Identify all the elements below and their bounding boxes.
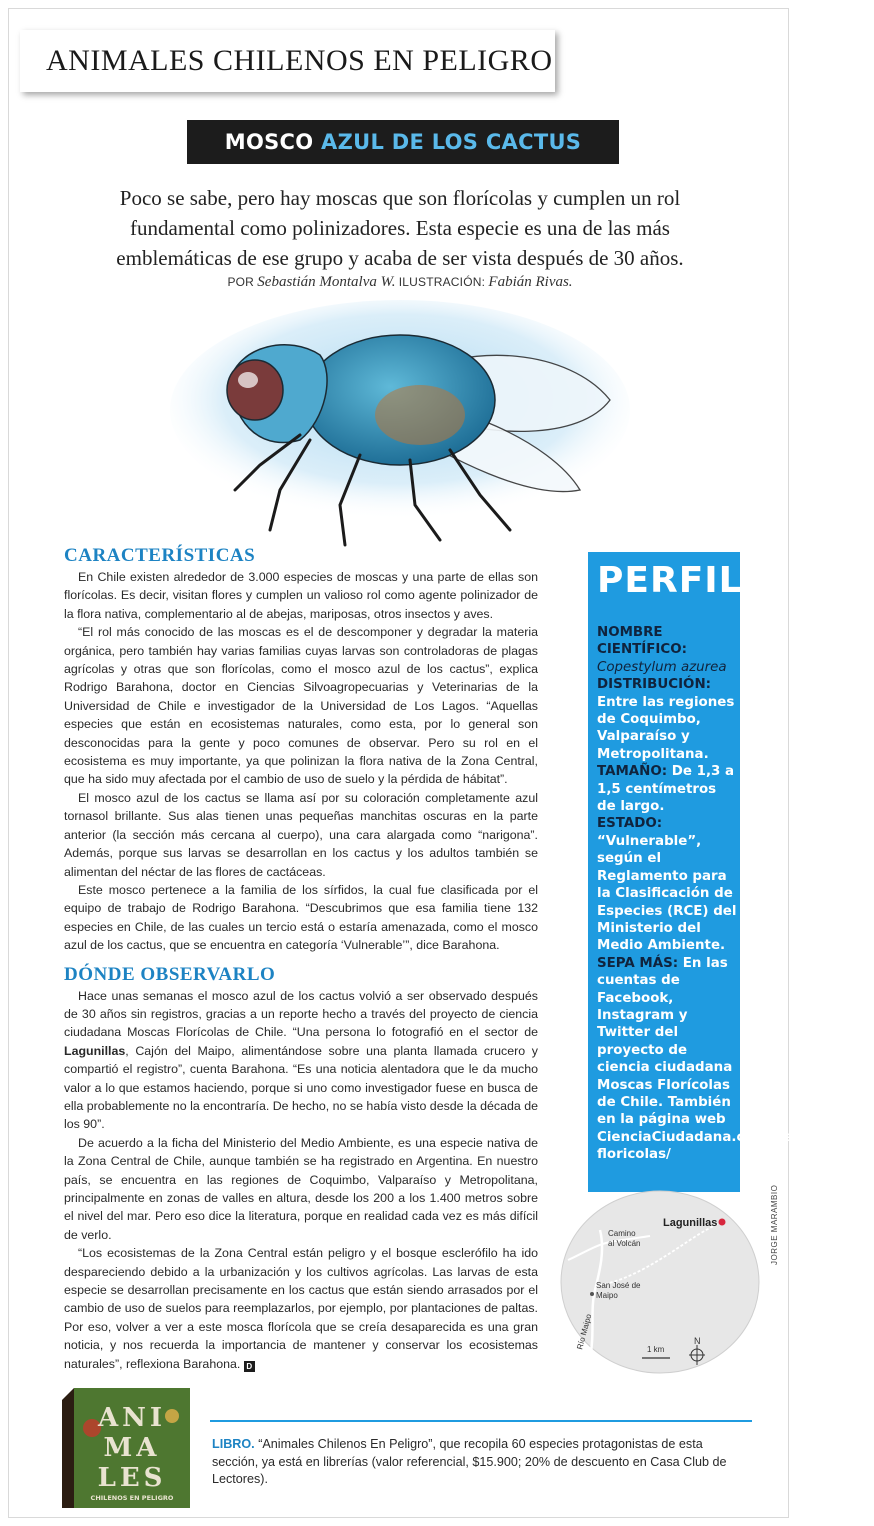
fly-eye bbox=[238, 372, 258, 388]
profile-size-value: De 1,3 a 1,5 centímetros de largo. bbox=[597, 764, 735, 815]
book-cover bbox=[62, 1388, 192, 1508]
fly-abdomen bbox=[375, 385, 465, 445]
map-marker-town bbox=[590, 1292, 594, 1296]
section-title: ANIMALES CHILENOS EN PELIGRO bbox=[46, 44, 553, 77]
lead-line: Poco se sabe, pero hay moscas que son florícolas y cumplen un rol bbox=[119, 186, 681, 210]
fly-eye bbox=[227, 360, 283, 420]
profile-name-value: Copestylum azurea bbox=[597, 659, 727, 675]
book-text: “Animales Chilenos En Peligro”, que recopila 60 especies protagonistas de esta sección, ya está en librerías (valor referencial, $15.900; 20% de descuento en Casa Club de Lectores). bbox=[212, 1437, 727, 1487]
place-lagunillas: Lagunillas bbox=[64, 1043, 126, 1058]
article-title-word1: MOSCO bbox=[224, 130, 314, 154]
profile-distribution-value: Entre las regiones de Coquimbo, Valparaíso y Metropolitana. bbox=[597, 694, 735, 762]
map-label-town: San José de bbox=[596, 1281, 641, 1290]
profile-title: PERFIL bbox=[597, 560, 743, 601]
section-banner bbox=[20, 30, 555, 92]
heading-caracteristicas: CARACTERÍSTICAS bbox=[64, 545, 256, 566]
profile-more-label: SEPA MÁS: bbox=[597, 955, 679, 971]
end-mark: D bbox=[244, 1361, 255, 1372]
byline-label: POR bbox=[227, 275, 255, 289]
paragraph bbox=[64, 1244, 538, 1373]
article-title-word2: AZUL DE LOS CACTUS bbox=[321, 130, 582, 154]
paragraph-end: , Cajón del Maipo, alimentándose sobre una planta llamada crucero y compartió el registro”, cuenta Barahona. “Es una noticia alentadora que le da mucho valor a lo que estamos haciendo, porque si uno como investigador fuese en busca de ella probablemente no la encontraría. De hecho, no se había visto desde la década de los 90”. bbox=[64, 1043, 538, 1132]
article-body bbox=[64, 544, 538, 1373]
book-cover-line: LES bbox=[97, 1463, 167, 1493]
heading-donde-observarlo: DÓNDE OBSERVARLO bbox=[64, 963, 276, 985]
map-marker-lagunillas bbox=[719, 1219, 726, 1226]
map-scale-label: 1 km bbox=[647, 1345, 665, 1354]
profile-more-value: En las cuentas de Facebook, Instagram y Twitter del proyecto de ciencia ciudadana Moscas Florícolas de Chile. También en la página web CienciaCiudadana.cl/project/moscas-floricolas/ bbox=[597, 955, 874, 1163]
illustrator-name: Fabián Rivas. bbox=[488, 274, 573, 290]
paragraph: “El rol más conocido de las moscas es el de descomponer y degradar la materia orgánica, pero también hay varias familias cuyas larvas son controladoras de plagas agrícolas y otras que son florícolas, como el mosco azul de los cactus”, explica Rodrigo Barahona, doctor en Ciencias Silvoagropecuarias y Veterinarias de la Universidad de Chile e investigador de la Universidad de Los Lagos. “Aquellas especies que están en ecosistemas naturales, como esta, por lo general son desconocidas para la gente y poco comunes de observar. Pero su rol en el ecosistema es muy importante, ya que polinizan la flora nativa de la Zona Central, que ha sido muy afectada por el cambio de uso de suelo y la pérdida de hábitat”. bbox=[64, 625, 538, 787]
author-name: Sebastián Montalva W. bbox=[257, 274, 396, 290]
paragraph: En Chile existen alrededor de 3.000 especies de moscas y una parte de ellas son florícolas. Es decir, visitan flores y cumplen un valioso rol como agente polinizador de la flora nativa, complementario al de abejas, mariposas, otros insectos y aves. bbox=[64, 570, 538, 621]
paragraph-text: “Los ecosistemas de la Zona Central están peligro y el bosque esclerófilo ha ido despareciendo debido a la urbanización y los cultivos agrícolas. Las larvas de esta especie se desarrollan precisamente en los cactus que están siendo arrasados por el cambio de uso de suelos para reemplazarlos, por ejemplo, por plantaciones de paltas. Por eso, volver a ver a este mosca florícola que se creía desaparecida es una gran noticia, y nos recuerda la importancia de mantener y conservar los ecosistemas naturales”, reflexiona Barahona. bbox=[64, 1246, 538, 1371]
book-note bbox=[212, 1436, 752, 1489]
map-label-river: Río Maipo bbox=[575, 1312, 594, 1351]
profile-name-label: NOMBRE CIENTÍFICO: bbox=[597, 625, 687, 658]
lead-line: emblemáticas de ese grupo y acaba de ser vista después de 30 años. bbox=[116, 246, 684, 270]
map-label-lagunillas: Lagunillas bbox=[663, 1217, 718, 1229]
article-lead bbox=[80, 183, 720, 273]
paragraph: Este mosco pertenece a la familia de los sírfidos, la cual fue clasificada por el equipo de trabajo de Rodrigo Barahona. “Descubrimos que esa familia tiene 132 especies en Chile, de las cuales un tercio está o estaría amenazada, como el mosco azul de los cactus, que se encuentra en categoría ‘Vulnerable’”, dice Barahona. bbox=[64, 882, 538, 953]
book-cover-line: ANI bbox=[97, 1403, 167, 1433]
map-label-road: al Volcán bbox=[608, 1239, 641, 1248]
book-divider bbox=[210, 1420, 752, 1422]
credits bbox=[80, 274, 720, 291]
map-north-label: N bbox=[694, 1336, 701, 1346]
location-map bbox=[560, 1190, 760, 1375]
profile-box bbox=[588, 552, 874, 1192]
profile-status-label: ESTADO: bbox=[597, 816, 663, 832]
book-spine bbox=[62, 1388, 74, 1508]
map-label-town: Maipo bbox=[596, 1291, 618, 1300]
paragraph: El mosco azul de los cactus se llama así por su coloración completamente azul tornasol brillante. Sus alas tienen unas pequeñas manchitas oscuras en la parte anterior (la sección más cercana al cuerpo), una cara alargada como “narigona”. Además, porque sus larvas se desarrollan en los cactus y los adultos también se alimentan del néctar de las flores de cactáceas. bbox=[64, 790, 538, 879]
paragraph: De acuerdo a la ficha del Ministerio del Medio Ambiente, es una especie nativa de la Zona Central de Chile, aunque también se ha registrado en Argentina. En nuestro país, se encuentra en las regiones de Coquimbo, Valparaíso y Metropolitana, principalmente en zonas de valles en altura, desde los 200 a los 1.400 metros sobre el nivel del mar. Pero eso dice la literatura, porque en realidad cada vez es más difícil de verlo. bbox=[64, 1135, 538, 1242]
lead-line: fundamental como polinizadores. Esta especie es una de las más bbox=[130, 216, 670, 240]
photo-credit: JORGE MARAMBIO bbox=[770, 1184, 779, 1265]
paragraph-start: Hace unas semanas el mosco azul de los cactus volvió a ser observado después de 30 años sin registros, gracias a un reporte hecho a través del proyecto de ciencia ciudadana Moscas Florícolas de Chile. “Una persona lo fotografió en el sector de bbox=[64, 988, 538, 1040]
profile-size-label: TAMAÑO: bbox=[597, 764, 668, 780]
map-label-road: Camino bbox=[608, 1229, 636, 1238]
profile-distribution-label: DISTRIBUCIÓN: bbox=[597, 677, 712, 693]
book-cover-subtitle: CHILENOS EN PELIGRO bbox=[90, 1494, 174, 1502]
illustration-label: ILUSTRACIÓN: bbox=[398, 275, 486, 289]
profile-status-value: “Vulnerable”, según el Reglamento para la Clasificación de Especies (RCE) del Ministerio del Medio Ambiente. bbox=[597, 833, 737, 954]
fly-illustration bbox=[150, 290, 630, 560]
profile-text bbox=[597, 624, 874, 1164]
article-title bbox=[187, 120, 619, 164]
book-cover-line: MA bbox=[103, 1433, 161, 1463]
book-label: LIBRO. bbox=[212, 1437, 255, 1451]
paragraph bbox=[64, 987, 538, 1134]
